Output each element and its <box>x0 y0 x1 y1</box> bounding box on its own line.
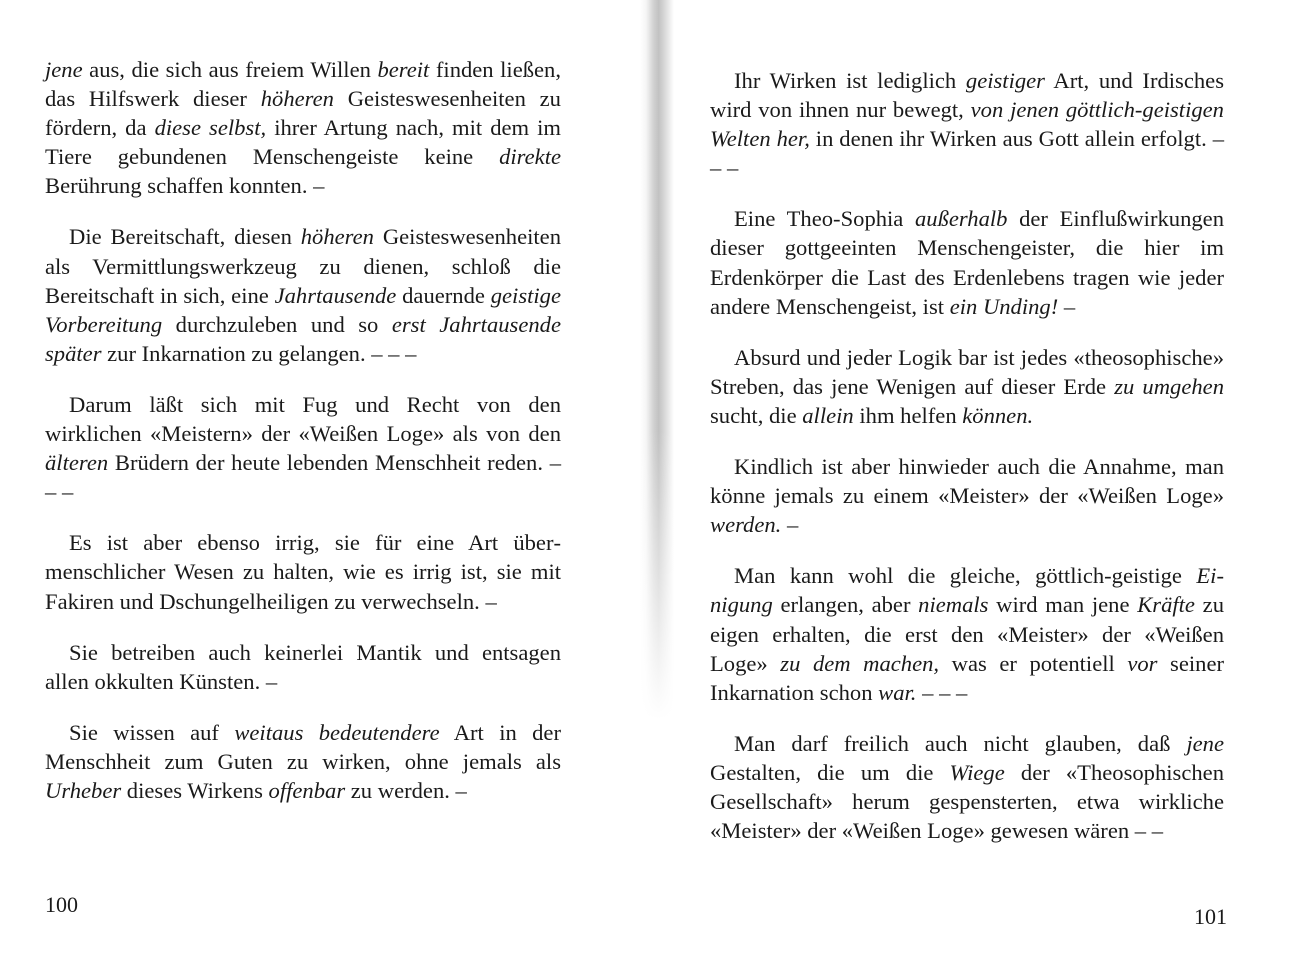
text-segment: Art, und Irdisches wird von ihnen nur bewegt, <box>710 68 1224 123</box>
italic-text: offenbar <box>268 777 346 803</box>
left-page <box>0 0 640 956</box>
text-segment: durchzuleben und so <box>162 311 392 337</box>
paragraph <box>710 561 1224 706</box>
text-segment: Geisteswesenheiten zu fördern, da <box>45 86 561 141</box>
italic-text: höheren <box>300 224 374 250</box>
italic-text: jene <box>1186 730 1224 756</box>
paragraph <box>45 390 561 506</box>
text-segment: dieses Wirkens <box>121 777 269 803</box>
italic-text: niemals <box>918 592 989 618</box>
text-segment: zur Inkarnation zu gelangen. – – – <box>101 340 417 366</box>
text-segment: Man kann wohl die gleiche, göttlich-geistige <box>734 563 1197 589</box>
text-segment: Brüdern der heute lebenden Menschheit reden. – – – <box>45 450 561 505</box>
text-segment: Sie wissen auf <box>69 719 235 745</box>
italic-text: Einigung <box>710 563 1224 618</box>
paragraph <box>710 452 1224 539</box>
italic-text: allein <box>802 402 854 428</box>
paragraph <box>710 204 1224 320</box>
italic-text: diese selbst, <box>154 115 267 141</box>
text-segment: – <box>1058 293 1076 319</box>
italic-text: höheren <box>260 86 334 112</box>
text-segment: Kindlich ist aber hinwieder auch die Annahme, man könne jemals zu einem «Meister» der «Weißen Loge» <box>710 454 1224 509</box>
text-segment: Absurd und jeder Logik bar ist jedes «theosophische» Streben, das jene Wenigen auf dieser Erde <box>710 344 1224 399</box>
text-segment: Ihr Wirken ist lediglich <box>734 68 966 93</box>
italic-text: geistige Vorbereitung <box>45 282 561 337</box>
text-segment: aus, die sich aus freiem Willen <box>82 57 378 82</box>
italic-text: Wiege <box>949 759 1005 785</box>
italic-text: können. <box>962 402 1034 428</box>
paragraph <box>45 55 561 200</box>
text-segment: ihm helfen <box>853 402 963 428</box>
text-segment: erlangen, aber <box>772 592 919 618</box>
italic-text: vor <box>1127 650 1158 676</box>
italic-text: weitaus bedeutendere <box>234 719 440 745</box>
text-segment: in denen ihr Wirken aus Gott allein erfolgt. – – – <box>710 126 1224 181</box>
italic-text: erst Jahrtausende später <box>45 311 561 366</box>
text-segment: Art in der Menschheit zum Guten zu wirken, ohne jemals als <box>45 719 561 774</box>
italic-text: älteren <box>45 450 109 476</box>
paragraph <box>710 66 1224 182</box>
text-segment: was er potentiell <box>939 650 1128 676</box>
text-segment: der Einflußwirkungen dieser gottgeeinten Menschengeister, die hier im Erdenkörper die Last des Erdenlebens tragen wie jeder andere Menschengeist, ist <box>710 206 1224 319</box>
paragraph <box>45 528 561 615</box>
italic-text: Jahrtausende <box>274 282 397 308</box>
text-segment: wird man jene <box>988 592 1138 618</box>
text-segment: zu eigen erhalten, die erst den «Meister» der «Weißen Loge» <box>710 592 1224 676</box>
italic-text: bereit <box>377 57 430 82</box>
text-segment: Darum läßt sich mit Fug und Recht von den wirklichen «Meistern» der «Weißen Loge» als von den <box>45 391 561 447</box>
text-segment: ihrer Artung nach, mit dem im Tiere gebundenen Menschengeiste keine <box>45 115 562 170</box>
text-segment: Berührung schaffen konnten. – <box>45 173 325 199</box>
left-page-number: 100 <box>45 892 78 917</box>
italic-text: jene <box>45 57 83 82</box>
right-page-number: 101 <box>1194 904 1227 929</box>
italic-text: war. <box>878 679 917 705</box>
italic-text: ein Unding! <box>949 293 1059 319</box>
text-segment: – <box>781 512 799 538</box>
text-segment: Es ist aber ebenso irrig, sie für eine Art übermenschlicher Wesen zu halten, wie es irrig ist, sie mit Fakiren und Dschungelheiligen zu verwechseln. – <box>45 530 561 614</box>
text-segment: Man darf freilich auch nicht glauben, daß <box>734 730 1187 756</box>
right-page <box>660 0 1300 956</box>
italic-text: von jenen göttlich-geistigen Welten her, <box>710 97 1224 152</box>
text-segment: seiner Inkarnation schon <box>710 650 1224 705</box>
paragraph <box>710 343 1224 430</box>
text-segment: Geisteswesenheiten als Vermittlungswerkzeug zu dienen, schloß die Bereitschaft in sich, eine <box>45 224 561 308</box>
left-page-text <box>45 55 561 827</box>
italic-text: werden. <box>710 512 782 538</box>
text-segment: sucht, die <box>710 402 803 428</box>
text-segment: finden ließen, das Hilfswerk dieser <box>45 57 562 112</box>
italic-text: zu umgehen <box>1114 373 1224 399</box>
paragraph <box>45 718 561 805</box>
italic-text: direkte <box>499 144 561 170</box>
text-segment: dauernde <box>396 282 491 308</box>
italic-text: geistiger <box>965 68 1045 93</box>
text-segment: – – – <box>916 679 968 705</box>
text-segment: zu werden. – <box>345 777 467 803</box>
paragraph <box>45 638 561 696</box>
italic-text: Urheber <box>45 777 122 803</box>
text-segment: der «Theosophischen Gesellschaft» herum gespensterten, etwa wirkliche «Meister» der «Weißen Loge» gewesen wären – – <box>710 759 1224 844</box>
paragraph <box>45 222 561 367</box>
text-segment: Sie betreiben auch keinerlei Mantik und entsagen allen okkulten Künsten. – <box>45 639 561 694</box>
text-segment: Die Bereitschaft, diesen <box>69 224 301 250</box>
text-segment: Gestalten, die um die <box>710 759 950 785</box>
italic-text: zu dem machen, <box>780 650 940 676</box>
italic-text: Kräfte <box>1137 592 1195 618</box>
text-segment: Eine Theo-Sophia <box>734 206 915 232</box>
right-page-text <box>710 66 1224 867</box>
paragraph <box>710 729 1224 845</box>
italic-text: außerhalb <box>914 206 1008 232</box>
